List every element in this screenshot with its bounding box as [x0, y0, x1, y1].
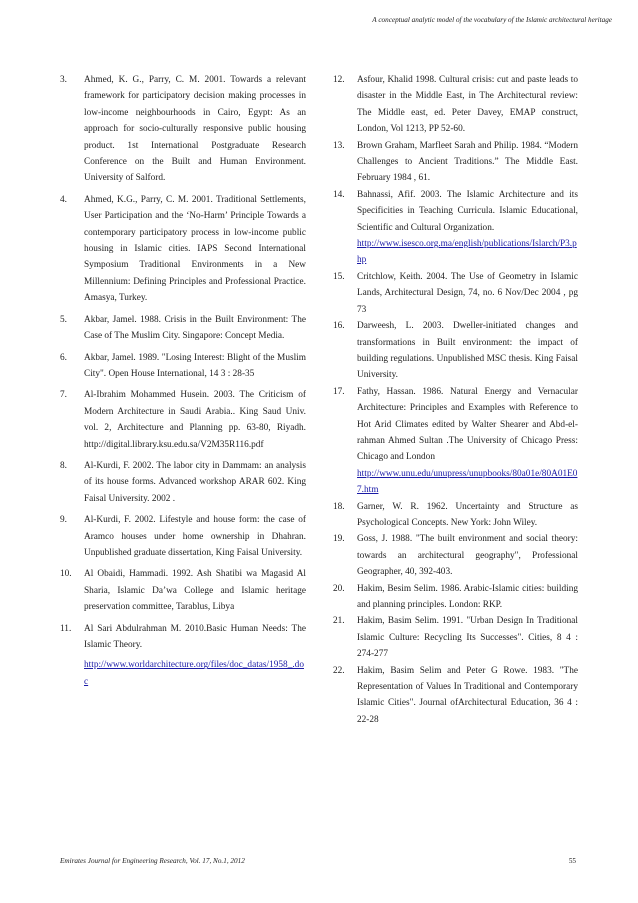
reference-number: 15.	[333, 271, 345, 282]
reference-number: 21.	[333, 616, 345, 627]
reference-number: 20.	[333, 583, 345, 594]
reference-text: Al-Kurdi, F. 2002. Lifestyle and house form: the case of Aramco houses under home ownership in Dhahran. Unpublished graduate dissertation, King Faisal University.	[84, 515, 306, 558]
reference-number: 3.	[60, 75, 67, 85]
reference-text: Critchlow, Keith. 2004. The Use of Geometry in Islamic Lands, Architectural Design, 74, no. 6 Nov/Dec 2004 , pg 73	[357, 271, 578, 315]
reference-entry	[60, 512, 306, 561]
reference-number: 13.	[333, 140, 345, 151]
reference-number: 9.	[60, 515, 67, 526]
reference-number: 6.	[60, 352, 67, 363]
reference-text: Garner, W. R. 1962. Uncertainty and Structure as Psychological Concepts. New York: John Wiley.	[357, 501, 578, 528]
reference-entry	[333, 384, 578, 499]
reference-entry	[333, 531, 578, 580]
reference-number: 22.	[333, 665, 345, 676]
reference-entry	[60, 458, 306, 507]
running-title: A conceptual analytic model of the vocabulary of the Islamic architectural heritage	[372, 16, 612, 24]
reference-text: Hakim, Basim Selim. 1991. "Urban Design In Traditional Islamic Culture: Recycling Its Successes". Cities, 8 4 : 274-277	[357, 616, 578, 660]
reference-entry	[60, 566, 306, 615]
reference-number: 18.	[333, 501, 345, 512]
reference-entry	[333, 613, 578, 662]
reference-text: Goss, J. 1988. "The built environment and social theory: towards an architectural geography", Professional Geographer, 40, 392-403.	[357, 534, 578, 578]
reference-entry	[333, 138, 578, 187]
reference-text: Darweesh, L. 2003. Dweller-initiated changes and transformations in Built environment: the impact of building regulations. Unpublished MSC thesis. King Faisal University.	[357, 321, 578, 381]
reference-text: Ahmed, K. G., Parry, C. M. 2001. Towards a relevant framework for participatory decision making processes in low-income neighbourhoods in Cairo, Egypt: As an approach for socio-culturally responsive public housing product. 1st International Postgraduate Research Conference on the Built and Human Environment. University of Salford.	[84, 75, 306, 184]
reference-number: 10.	[60, 569, 72, 580]
reference-number: 12.	[333, 75, 345, 85]
reference-text: Al-Kurdi, F. 2002. The labor city in Dammam: an analysis of its house forms. Advanced workshop ARAR 602. King Faisal University. 2002 .	[84, 460, 306, 504]
reference-text: Hakim, Besim Selim. 1986. Arabic-Islamic cities: building and planning principles. London: RKP.	[357, 583, 578, 610]
reference-number: 16.	[333, 321, 345, 332]
reference-entry	[60, 621, 306, 691]
reference-entry	[333, 318, 578, 384]
page-number: 55	[568, 857, 576, 865]
references-right-column	[333, 72, 578, 728]
reference-number: 14.	[333, 189, 345, 200]
reference-entry	[60, 312, 306, 345]
reference-entry	[333, 269, 578, 318]
references-left-column	[60, 72, 306, 695]
reference-link[interactable]: http://www.unu.edu/unupress/unupbooks/80a01e/80A01E07.htm	[357, 468, 578, 496]
reference-text: Akbar, Jamel. 1989. "Losing Interest: Blight of the Muslim City". Open House International, 14 3 : 28-35	[84, 352, 306, 379]
reference-text: Al Sari Abdulrahman M. 2010.Basic Human Needs: The Islamic Theory.	[84, 623, 306, 650]
reference-entry	[60, 387, 306, 453]
reference-number: 19.	[333, 534, 345, 545]
reference-entry	[60, 350, 306, 383]
reference-number: 5.	[60, 314, 67, 325]
reference-entry	[333, 72, 578, 138]
reference-entry	[333, 663, 578, 729]
reference-number: 7.	[60, 390, 67, 401]
reference-text: Hakim, Basim Selim and Peter G Rowe. 1983. "The Representation of Values In Traditional and Contemporary Islamic Cities". Journal ofArchitectural Education, 36 4 : 22-28	[357, 665, 578, 725]
reference-entry	[60, 192, 306, 307]
reference-link[interactable]: http://www.isesco.org.ma/english/publications/Islarch/P3.php	[357, 239, 577, 266]
reference-number: 11.	[60, 623, 72, 634]
reference-text: Brown Graham, Marfleet Sarah and Philip. 1984. “Modern Challenges to Ancient Traditions.” The Middle East. February 1984 , 61.	[357, 140, 578, 184]
reference-text: Al-Ibrahim Mohammed Husein. 2003. The Criticism of Modern Architecture in Saudi Arabia.. King Saud Univ. vol. 2, Architecture and Planning pp. 63-80, Riyadh. http://digital.library.ksu.edu.sa/V2M35R116.pdf	[84, 390, 306, 450]
reference-text: Akbar, Jamel. 1988. Crisis in the Built Environment: The Case of The Muslim City. Singapore: Concept Media.	[84, 314, 306, 342]
reference-link[interactable]: http://www.worldarchitecture.org/files/doc_datas/1958_.doc	[84, 660, 304, 687]
reference-number: 4.	[60, 194, 67, 205]
reference-text: Ahmed, K.G., Parry, C. M. 2001. Traditional Settlements, User Participation and the ‘No-Harm’ Principle Towards a contemporary participatory process in low-income public housing in Islamic cities. IAPS Second International Symposium Traditional Environments in a New Millennium: Defining Principles and Professional Practice. Amasya, Turkey.	[84, 194, 306, 304]
reference-entry	[333, 499, 578, 532]
reference-entry	[60, 72, 306, 187]
reference-entry	[333, 581, 578, 614]
reference-text: Asfour, Khalid 1998. Cultural crisis: cut and paste leads to disaster in the Middle East, in The Architectural review: The Middle east, ed. Peter Davey, EMAP construct, London, Vol 1213, PP 52-60.	[357, 75, 578, 135]
reference-number: 8.	[60, 460, 67, 471]
reference-text: Bahnassi, Afif. 2003. The Islamic Architecture and its Specificities in Teaching Curricula. Islamic Educational, Scientific and Cultural Organization.	[357, 189, 578, 233]
reference-text: Fathy, Hassan. 1986. Natural Energy and Vernacular Architecture: Principles and Examples with Reference to Hot Arid Climates edited by Walter Shearer and Abd-el-rahman Ahmed Sultan .The University of Chicago Press: Chicago and London	[357, 386, 578, 463]
reference-number: 17.	[333, 386, 345, 397]
footer-journal-citation: Emirates Journal for Engineering Research, Vol. 17, No.1, 2012	[60, 857, 245, 865]
reference-entry	[333, 187, 578, 269]
reference-text: Al Obaidi, Hammadi. 1992. Ash Shatibi wa Magasid Al Sharia, Islamic Da’wa College and Islamic heritage preservation committee, Tarablus, Libya	[84, 569, 306, 613]
